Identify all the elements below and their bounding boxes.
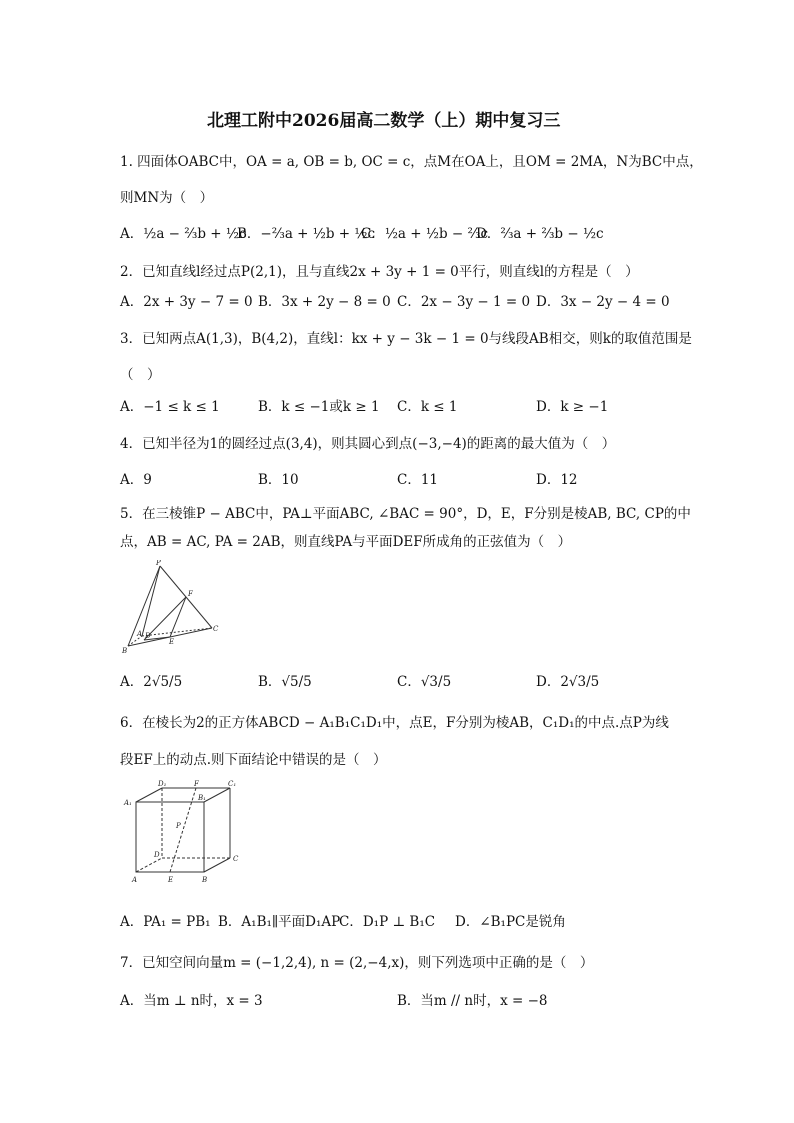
fig6-label-d1: D₁ xyxy=(158,780,167,788)
q2-option-c: C．2x − 3y − 1 = 0 xyxy=(397,294,531,310)
q4-option-c: C．11 xyxy=(397,472,439,488)
q5-option-a: A．2√5/5 xyxy=(120,674,183,690)
fig6-label-a: A xyxy=(132,876,138,884)
q6-stem-line2: 段EF上的动点.则下面结论中错误的是（ ） xyxy=(120,752,387,768)
fig6-label-f: F xyxy=(194,780,199,788)
fig5-label-p: P xyxy=(156,560,161,567)
q1-option-b: B．−⅔a + ½b + ½c xyxy=(237,226,376,242)
q6-stem-line1: 6．在棱长为2的正方体ABCD − A₁B₁C₁D₁中，点E，F分别为棱AB，C₁D₁的中点.点P为线 xyxy=(120,715,669,731)
q3-option-b: B．k ≤ −1或k ≥ 1 xyxy=(258,399,380,415)
fig6-label-b1: B₁ xyxy=(198,794,206,802)
q2-option-a: A．2x + 3y − 7 = 0 xyxy=(120,294,253,310)
q6-option-b: B．A₁B₁∥平面D₁AP xyxy=(218,914,341,930)
q4-option-b: B．10 xyxy=(258,472,299,488)
fig5-label-b: B xyxy=(122,647,128,655)
q3-stem-line2: （ ） xyxy=(120,367,161,383)
q3-stem-line1: 3．已知两点A(1,3)，B(4,2)，直线l：kx + y − 3k − 1 = 0与线段AB相交，则k的取值范围是 xyxy=(120,331,692,347)
q1-option-d: D．⅔a + ⅔b − ½c xyxy=(476,226,604,242)
fig6-label-b: B xyxy=(202,876,208,884)
q7-option-a: A．当m ⊥ n时，x = 3 xyxy=(120,993,263,1009)
q5-stem-line2: 点，AB = AC, PA = 2AB，则直线PA与平面DEF所成角的正弦值为（ ） xyxy=(120,534,572,550)
q2-stem: 2．已知直线l经过点P(2,1)，且与直线2x + 3y + 1 = 0平行，则直线l的方程是（ ） xyxy=(120,264,639,280)
q2-option-b: B．3x + 2y − 8 = 0 xyxy=(258,294,391,310)
fig5-label-c: C xyxy=(213,625,219,633)
q3-option-c: C．k ≤ 1 xyxy=(397,399,458,415)
q5-stem-line1: 5．在三棱锥P − ABC中，PA⊥平面ABC, ∠BAC = 90°，D，E，F分别是棱AB, BC, CP的中 xyxy=(120,506,691,522)
q1-option-c: C．½a + ½b − ⅔c xyxy=(361,226,489,242)
tetrahedron-figure xyxy=(120,560,220,655)
fig6-label-a1: A₁ xyxy=(124,799,132,807)
fig6-label-c1: C₁ xyxy=(228,780,237,788)
q3-option-a: A．−1 ≤ k ≤ 1 xyxy=(120,399,220,415)
fig6-label-e: E xyxy=(168,876,174,884)
fig6-label-c: C xyxy=(233,855,239,863)
q5-option-d: D．2√3/5 xyxy=(536,674,600,690)
fig5-label-f: F xyxy=(188,590,193,598)
q1-stem-line1: 1. 四面体OABC中，OA = a, OB = b, OC = c，点M在OA上，且OM = 2MA，N为BC中点， xyxy=(120,154,703,170)
q7-stem: 7．已知空间向量m = (−1,2,4), n = (2,−4,x)，则下列选项中正确的是（ ） xyxy=(120,955,594,971)
q2-option-d: D．3x − 2y − 4 = 0 xyxy=(536,294,670,310)
page-title: 北理工附中2026届高二数学（上）期中复习三 xyxy=(207,111,561,131)
fig5-label-e: E xyxy=(169,638,175,646)
q4-option-d: D．12 xyxy=(536,472,578,488)
q4-stem: 4．已知半径为1的圆经过点(3,4)，则其圆心到点(−3,−4)的距离的最大值为（ ） xyxy=(120,436,616,452)
fig5-label-a: A xyxy=(137,630,143,638)
q1-option-a: A．½a − ⅔b + ½c xyxy=(120,226,247,242)
q6-option-c: C．D₁P ⊥ B₁C xyxy=(339,914,436,930)
q6-option-a: A．PA₁ = PB₁ xyxy=(120,914,211,930)
fig6-label-d: D xyxy=(154,851,160,859)
cube-figure xyxy=(122,780,252,890)
q4-option-a: A．9 xyxy=(120,472,152,488)
q3-option-d: D．k ≥ −1 xyxy=(536,399,609,415)
fig6-label-p: P xyxy=(176,822,181,830)
q5-option-c: C．√3/5 xyxy=(397,674,452,690)
fig5-label-d: D xyxy=(145,632,151,640)
q6-option-d: D．∠B₁PC是锐角 xyxy=(455,914,566,930)
q7-option-b: B．当m // n时，x = −8 xyxy=(397,993,548,1009)
q1-stem-line2: 则MN为（ ） xyxy=(120,190,214,206)
q5-option-b: B．√5/5 xyxy=(258,674,312,690)
